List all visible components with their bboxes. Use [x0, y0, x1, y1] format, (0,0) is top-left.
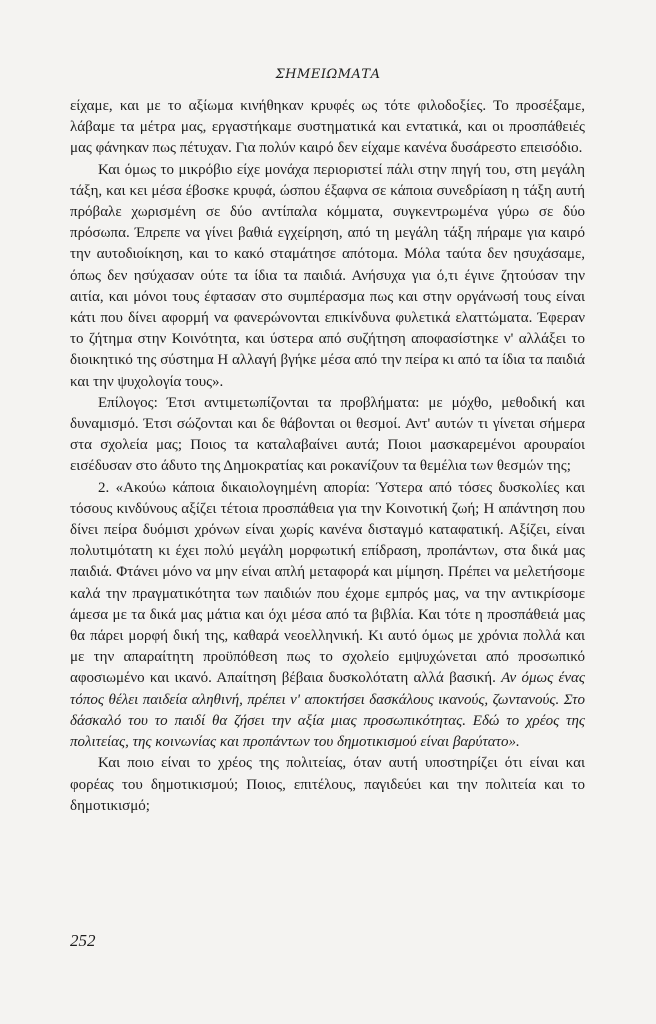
paragraph-1: είχαμε, και με το αξίωμα κινήθηκαν κρυφές ως τότε φιλοδοξίες. Το προσέξαμε, λάβαμε τα μέτρα μας, εργαστήκαμε συστηματικά και εντατικά, και οι προσπάθειές μας φάνηκαν πως πέτυχαν. Για πολύν καιρό δεν είχαμε κανένα δυσάρεστο επεισόδιο. [70, 98, 585, 157]
paragraph-4-text: 2. «Ακούω κάποια δικαιολογημένη απορία: Ύστερα από τόσες δυσκολίες και τόσους κινδύνους αξίζει τέτοια προσπάθεια για την Κοινοτική ζωή; Η απάντηση που δίνει πείρα δυόμισι χρόνων είναι χωρίς κανένα δισταγμό καταφατική. Αξίζει, είναι πολυτιμότατη κι έχει πολύ μεγάλη μορφωτική επίδραση, προπάντων, στα δικά μας παιδιά. Φτάνει μόνο να μην είναι απλή μεταφορά και μίμηση. Πρέπει να μελετήσομε καλά την πραγματικότητα των παιδιών που έχομε εμπρός μας, να την αντικρίσομε άμεσα με τα δικά μας μάτια και όχι μέσα από τα βιβλία. Και τότε η προσπάθειά μας θα πάρει μορφή δική της, καθαρά νεοελληνική. Κι αυτό όμως με χρόνια πολλά και με την απαραίτητη προϋπόθεση πως το σχολείο εμψυχώνεται από προσωπικό αφοσιωμένο και ικανό. Απαίτηση βέβαια δυσκολότατη αλλά βασική. [70, 479, 585, 687]
running-header: ΣΗΜΕΙΩΜΑΤΑ [275, 67, 381, 82]
page-number: 252 [70, 931, 96, 950]
paragraph-4 [70, 478, 585, 754]
paragraph-2: Και όμως το μικρόβιο είχε μονάχα περιοριστεί πάλι στην πηγή του, στη μεγάλη τάξη, και κει μέσα έβοσκε κρυφά, ώσπου έξαφνα σε κάποια συνεδρίαση η τάξη αυτή πρόβαλε χωρισμένη σε δύο αντίπαλα κόμματα, συγκεντρωμένα γύρω σε δύο πρόσωπα. Έπρεπε να γίνει βαθιά εγχείρηση, από τη μεγάλη τάξη πήραμε για καιρό την αυτοδιοίκηση, και το κακό σταμάτησε απότομα. Μόλα ταύτα δεν ησυχάσαμε, όπως δεν ησύχασαν ούτε τα ίδια τα παιδιά. Ανήσυχα για ό,τι έγινε ζητούσαν την αιτία, και μόνοι τους έφτασαν στο συμπέρασμα πως και στην οργάνωσή τους είναι κάτι που δίνει αφορμή να φανερώνονται επικίνδυνα φυλετικά ελαττώματα. Έφεραν το ζήτημα στην Κοινότητα, και ύστερα από συζήτηση αποφασίστηκε ν' αλλάξει το διοικητικό της σύστημα Η αλλαγή βγήκε μέσα από την πείρα κι από τα ίδια τα παιδιά και την ψυχολογία τους». [70, 161, 585, 390]
body-text [70, 96, 585, 817]
paragraph-5: Και ποιο είναι το χρέος της πολιτείας, όταν αυτή υποστηρίζει ότι είναι και φορέας του δημοτικισμού; Ποιος, επιτέλους, παγιδεύει και την πολιτεία και το δημοτικισμό; [70, 755, 585, 814]
paragraph-4-emphasis: Αν όμως ένας τόπος θέλει παιδεία αληθινή, πρέπει ν' αποκτήσει δασκάλους ικανούς, ζωντανούς. Στο δάσκαλό του το παιδί θα ζήσει την αξία μιας προσωπικότητας. Εδώ το χρέος της πολιτείας, της κοινωνίας και προπάντων του δημοτικισμού είναι βαρύτατο». [70, 670, 585, 751]
paragraph-3: Επίλογος: Έτσι αντιμετωπίζονται τα προβλήματα: με μόχθο, μεθοδική και δυναμισμό. Έτσι σώζονται και δε θάβονται οι θεσμοί. Αντ' αυτών τι γίνεται σήμερα στα σχολεία μας; Ποιος τα καταλαβαίνει αυτά; Ποιοι μασκαρεμένοι αρουραίοι εισέδυσαν στο άδυτο της Δημοκρατίας και ροκανίζουν τα θεμέλια των θεσμών της; [70, 394, 585, 475]
